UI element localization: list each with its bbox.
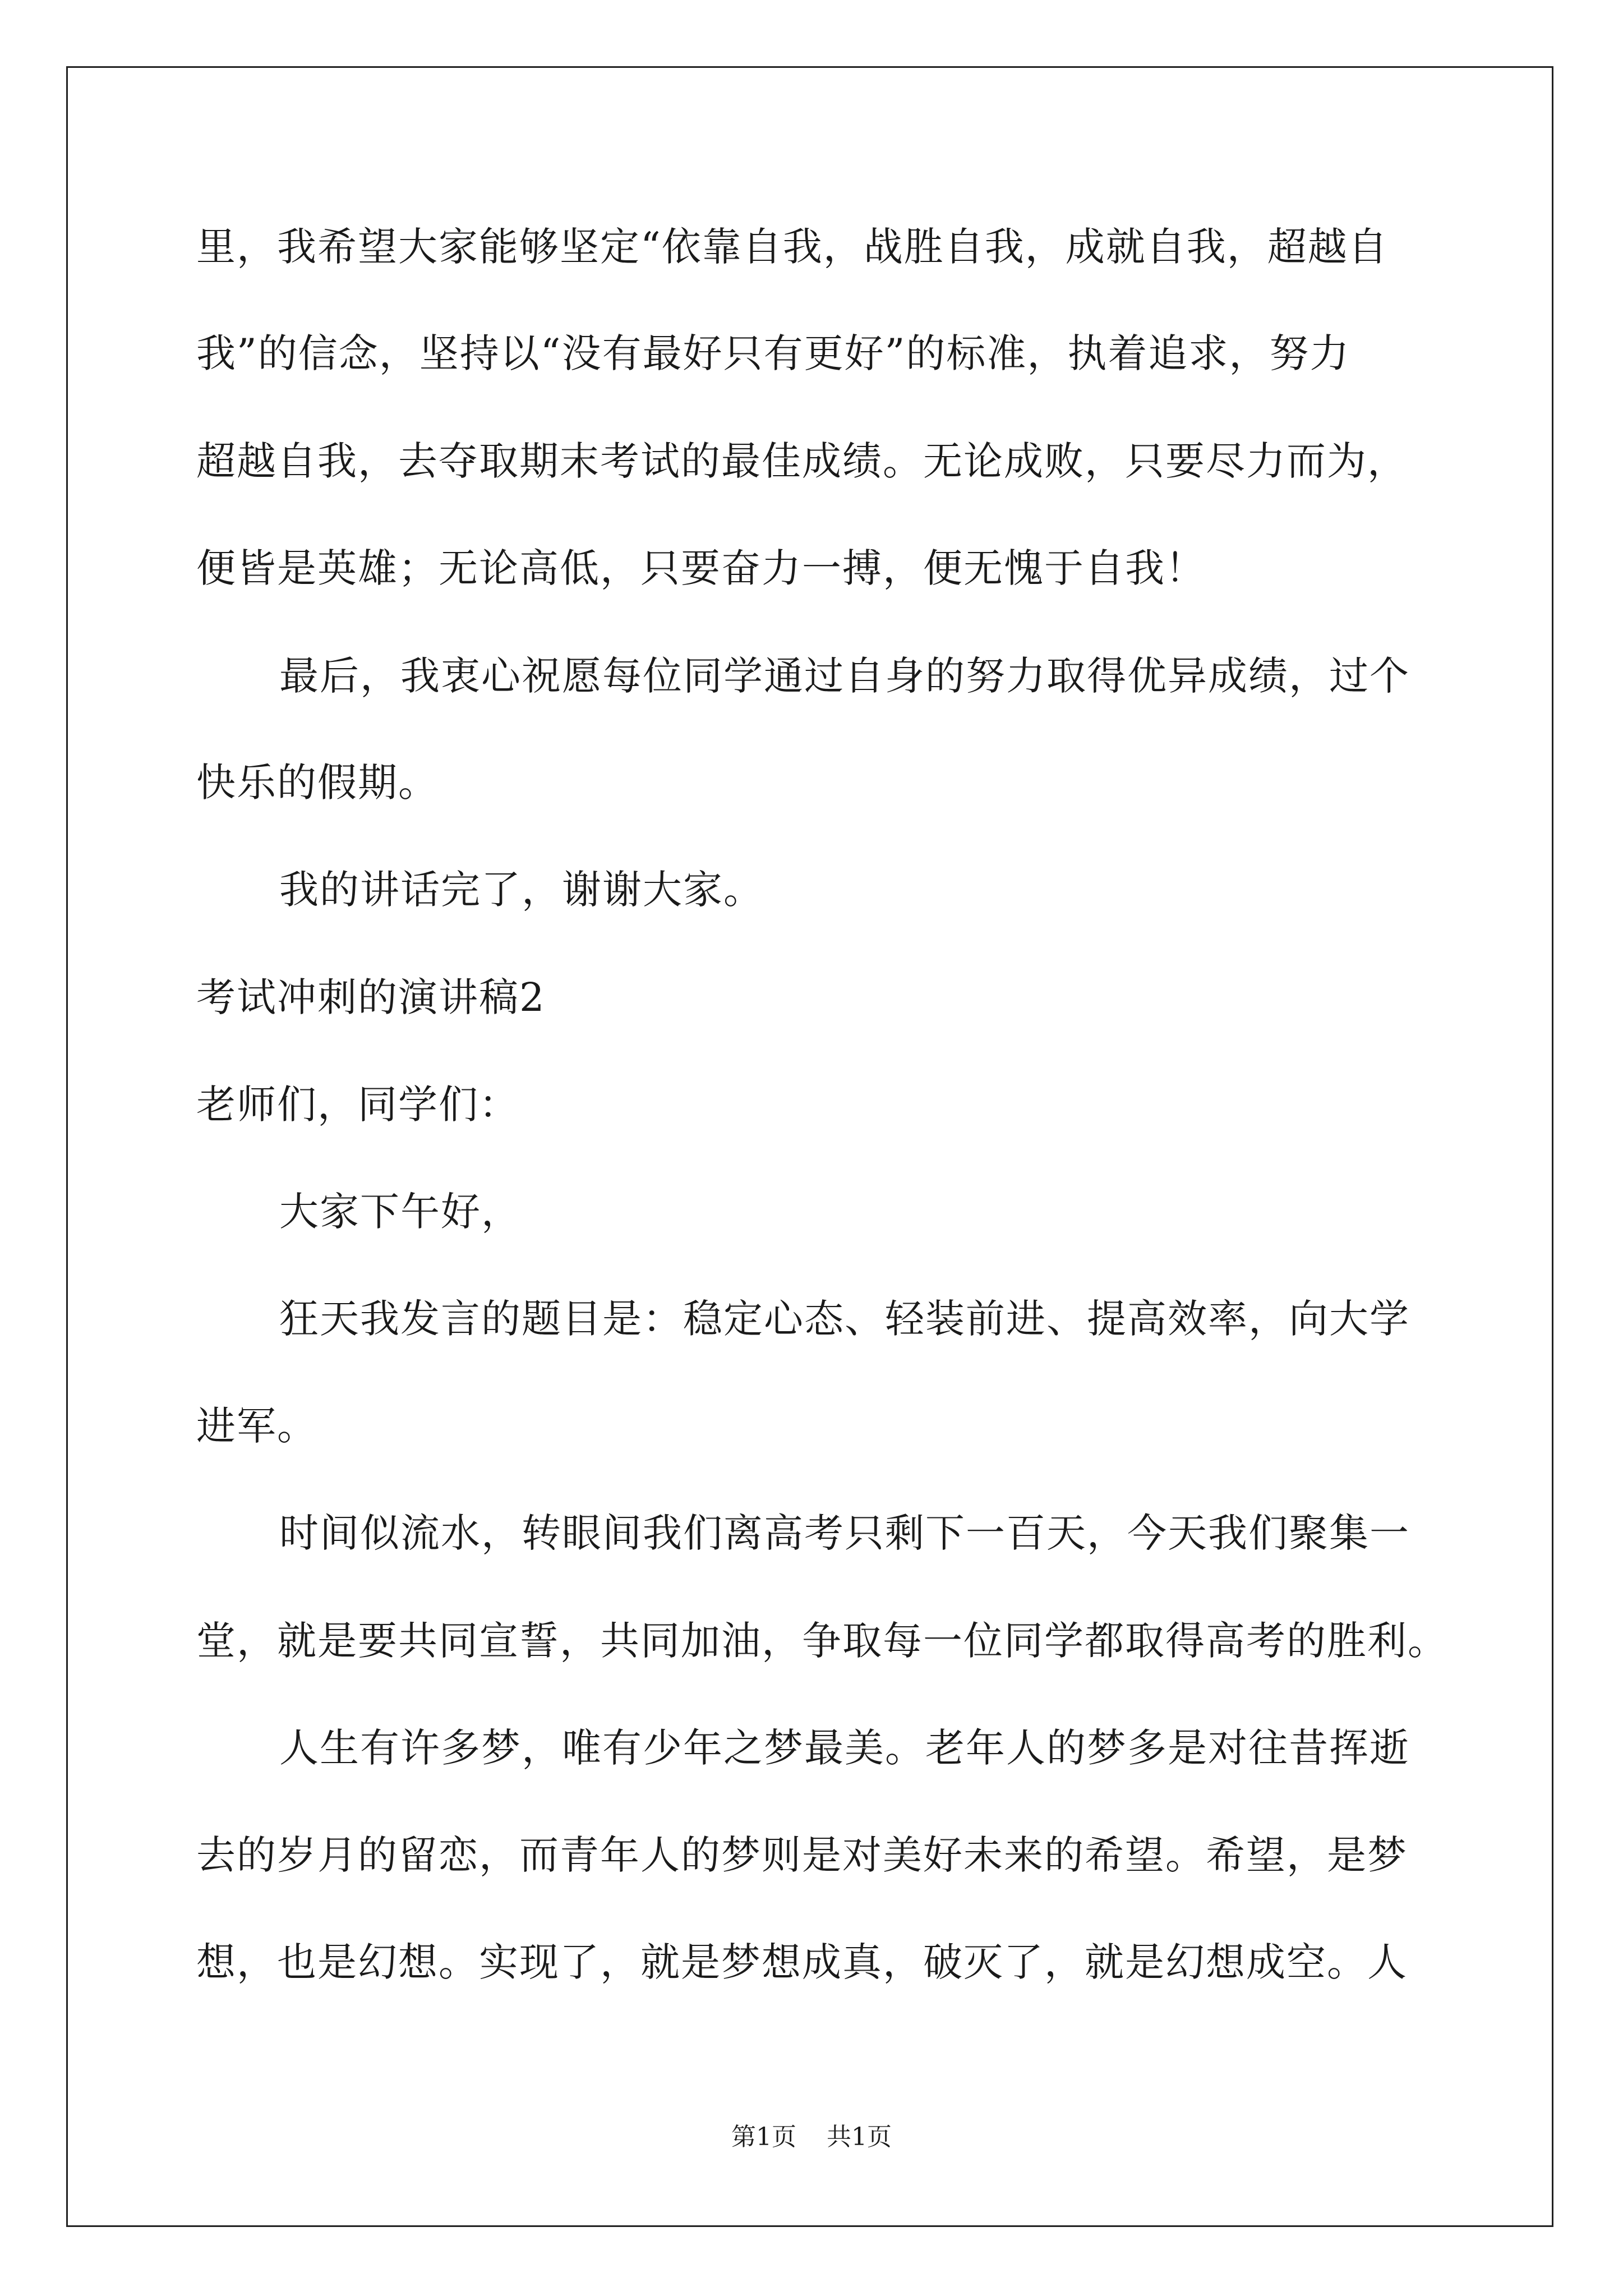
text-line: 堂，就是要共同宣誓，共同加油，争取每一位同学都取得高考的胜利。	[196, 1618, 1448, 1664]
page-total: 共1页	[827, 2123, 892, 2151]
text-line: 超越自我，去夺取期末考试的最佳成绩。无论成败，只要尽力而为，	[196, 438, 1408, 484]
paragraph-start: 狂天我发言的题目是：稳定心态、轻装前进、提高效率，向大学	[279, 1296, 1410, 1342]
paragraph-start: 我的讲话完了，谢谢大家。	[279, 867, 764, 913]
paragraph-start: 时间似流水，转眼间我们离高考只剩下一百天，今天我们聚集一	[279, 1510, 1410, 1556]
text-line: 我”的信念，坚持以“没有最好只有更好”的标准，执着追求，努力	[196, 330, 1350, 376]
salutation: 老师们，同学们：	[196, 1082, 519, 1128]
section-title: 考试冲刺的演讲稿2	[196, 974, 546, 1020]
paragraph-start: 人生有许多梦，唯有少年之梦最美。老年人的梦多是对往昔挥逝	[279, 1725, 1410, 1771]
page-number: 第1页	[731, 2123, 796, 2151]
text-line: 想，也是幻想。实现了，就是梦想成真，破灭了，就是幻想成空。人	[196, 1939, 1408, 1985]
text-line: 便皆是英雄；无论高低，只要奋力一搏，便无愧于自我！	[196, 545, 1206, 591]
text-line: 快乐的假期。	[196, 760, 439, 806]
greeting: 大家下午好，	[279, 1189, 522, 1235]
text-line: 里，我希望大家能够坚定“依靠自我，战胜自我，成就自我，超越自	[196, 224, 1389, 270]
page-border	[66, 66, 1553, 2227]
text-line: 进军。	[196, 1403, 317, 1449]
page-footer	[0, 2120, 1623, 2154]
paragraph-start: 最后，我衷心祝愿每位同学通过自身的努力取得优异成绩，过个	[279, 653, 1410, 699]
text-line: 去的岁月的留恋，而青年人的梦则是对美好未来的希望。希望，是梦	[196, 1832, 1408, 1878]
